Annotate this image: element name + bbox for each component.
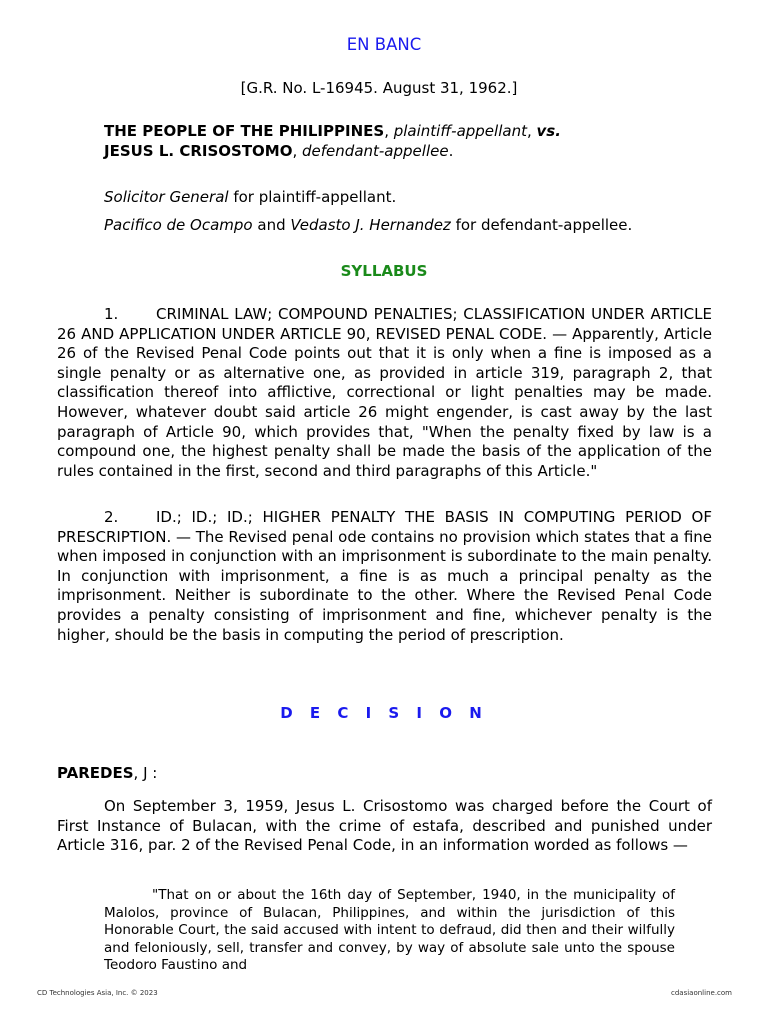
plaintiff-name: THE PEOPLE OF THE PHILIPPINES [104, 122, 385, 140]
syllabus-item [57, 508, 712, 645]
syllabus-item [57, 305, 712, 481]
counsel-line-plaintiff [104, 187, 396, 207]
counsel-text: for defendant-appellee. [450, 216, 633, 234]
counsel-name: Pacifico de Ocampo [104, 216, 253, 234]
decision-paragraph: On September 3, 1959, Jesus L. Crisostomo was charged before the Court of First Instance of Bulacan, with the crime of estafa, described and punished under Article 316, par. 2 of the Revised Penal Code, in an information worded as follows — [57, 797, 712, 855]
syllabus-item-text: ID.; ID.; ID.; HIGHER PENALTY THE BASIS IN COMPUTING PERIOD OF PRESCRIPTION. — The Revised penal ode contains no provision which states that a fine when imposed in conjunction with an imprisonment is subordinate to the main penalty. In conjunction with imprisonment, a fine is as much a principal penalty as the imprisonment. Neither is subordinate to the other. Where the Revised Penal Code provides a penalty consisting of imprisonment and fine, whichever penalty is the higher, should be the basis in computing the period of prescription. [57, 508, 712, 644]
ponente-suffix: , J : [133, 764, 158, 782]
division-heading: EN BANC [346, 35, 422, 54]
counsel-name: Solicitor General [104, 188, 229, 206]
counsel-text: for plaintiff-appellant. [228, 188, 397, 206]
versus-label: vs. [536, 122, 561, 140]
ponente-name: PAREDES [57, 764, 134, 782]
ponente-line [57, 764, 157, 782]
syllabus-item-number: 2. [104, 508, 119, 526]
defendant-name: JESUS L. CRISOSTOMO [104, 142, 293, 160]
case-number: [G.R. No. L-16945. August 31, 1962.] [240, 79, 518, 97]
syllabus-item-number: 1. [104, 305, 119, 323]
decision-heading: D E C I S I O N [280, 704, 488, 722]
plaintiff-line: THE PEOPLE OF THE PHILIPPINES, plaintiff-appellant, vs. [104, 122, 561, 140]
syllabus-item-text: CRIMINAL LAW; COMPOUND PENALTIES; CLASSIFICATION UNDER ARTICLE 26 AND APPLICATION UNDER ARTICLE 90, REVISED PENAL CODE. — Apparently, Article 26 of the Revised Penal Code points out that it is only when a fine is imposed as a single penalty or as alternative one, as provided in article 319, paragraph 2, that classification thereof into afflictive, correctional or light penalties may be made. However, whatever doubt said article 26 might engender, is cast away by the last paragraph of Article 90, which provides that, "When the penalty fixed by law is a compound one, the highest penalty shall be made the basis of the application of the rules contained in the first, second and third paragraphs of this Article." [57, 305, 712, 480]
plaintiff-role: plaintiff-appellant [393, 122, 527, 140]
counsel-name: Vedasto J. Hernandez [290, 216, 451, 234]
defendant-role: defendant-appellee [302, 142, 449, 160]
defendant-line: JESUS L. CRISOSTOMO, defendant-appellee. [104, 142, 454, 160]
counsel-line-defendant [104, 215, 632, 235]
parties-block [104, 121, 561, 161]
footer-copyright: CD Technologies Asia, Inc. © 2023 [37, 989, 158, 997]
information-quote: "That on or about the 16th day of September, 1940, in the municipality of Malolos, province of Bulacan, Philippines, and within the jurisdiction of this Honorable Court, the said accused with intent to defraud, did then and their wilfully and feloniously, sell, transfer and convey, by way of absolute sale unto the spouse Teodoro Faustino and [104, 887, 675, 974]
syllabus-heading: SYLLABUS [340, 262, 428, 280]
footer-site: cdasiaonline.com [671, 989, 732, 997]
counsel-connector: and [252, 216, 291, 234]
